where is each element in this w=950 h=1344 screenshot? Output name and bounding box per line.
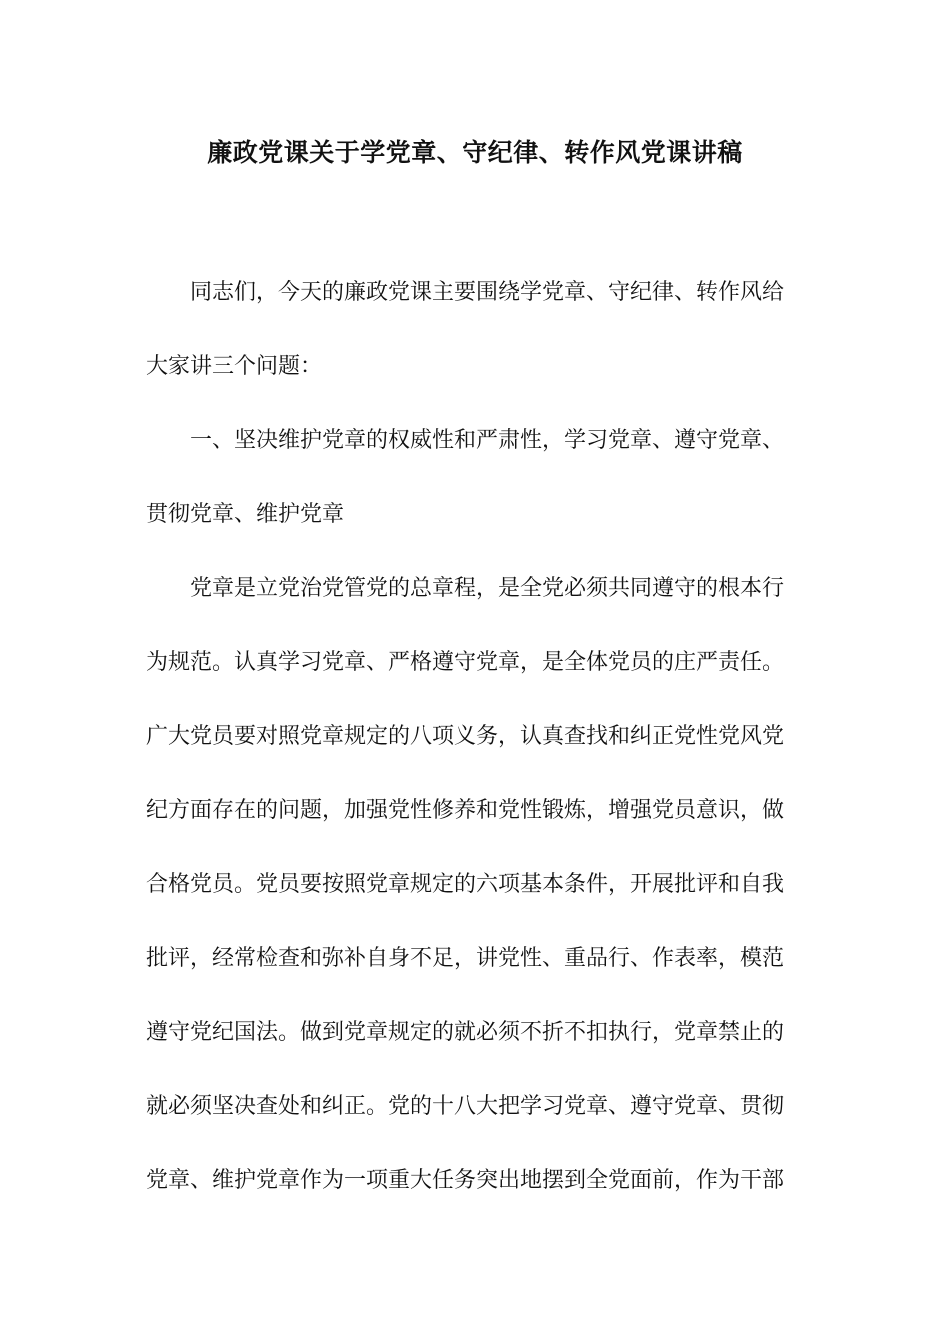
paragraph-line: 遵守党纪国法。做到党章规定的就必须不折不扣执行，党章禁止的 (146, 1020, 785, 1045)
paragraph-line: 合格党员。党员要按照党章规定的六项基本条件，开展批评和自我 (146, 872, 785, 897)
paragraph-line: 党章是立党治党管党的总章程，是全党必须共同遵守的根本行 (190, 576, 785, 601)
paragraph-line: 为规范。认真学习党章、严格遵守党章，是全体党员的庄严责任。 (146, 650, 785, 675)
paragraph-line: 广大党员要对照党章规定的八项义务，认真查找和纠正党性党风党 (146, 724, 785, 749)
paragraph-line: 就必须坚决查处和纠正。党的十八大把学习党章、遵守党章、贯彻 (146, 1094, 785, 1119)
document-title: 廉政党课关于学党章、守纪律、转作风党课讲稿 (207, 138, 743, 167)
document-body (146, 256, 796, 1218)
paragraph-line: 纪方面存在的问题，加强党性修养和党性锻炼，增强党员意识，做 (146, 798, 785, 823)
paragraph-line: 批评，经常检查和弥补自身不足，讲党性、重品行、作表率，模范 (146, 946, 785, 971)
paragraph-line: 党章、维护党章作为一项重大任务突出地摆到全党面前，作为干部 (146, 1168, 785, 1193)
section-heading-line: 贯彻党章、维护党章 (146, 502, 345, 527)
paragraph-line: 大家讲三个问题： (146, 354, 323, 379)
section-heading-line: 一、坚决维护党章的权威性和严肃性，学习党章、遵守党章、 (190, 428, 785, 453)
paragraph-line: 同志们，今天的廉政党课主要围绕学党章、守纪律、转作风给 (190, 280, 785, 305)
